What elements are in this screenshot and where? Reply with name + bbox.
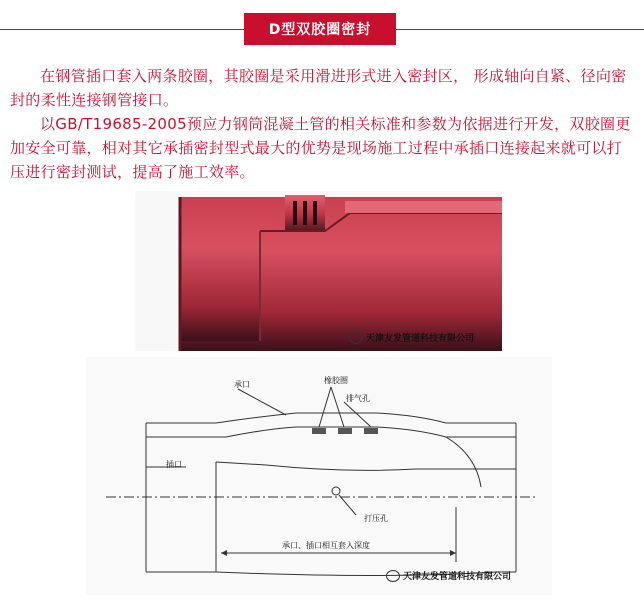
pipe-joint-illustration [135,191,502,351]
cross-section-drawing [86,357,552,595]
joint-cross-section-diagram [86,357,552,595]
label-spigot: 插口 [166,460,182,469]
label-insert-depth: 承口、插口相互套入深度 [282,541,370,550]
diagram-watermark [386,569,511,582]
photo-watermark-text: 天津友发管道科技有限公司 [366,334,475,344]
label-rubber-ring: 橡胶圈 [324,376,348,385]
label-socket: 承口 [234,380,250,389]
paragraph-advantages-text: 以GB/T19685-2005预应力钢筒混凝土管的相关标准和参数为依据进行开发，双胶圈更加安全可靠，相对其它承插密封型式最大的优势是现场施工过程中承插口连接起来就可以打压进行密封测试，提高了施工效率。 [10,115,631,181]
label-vent-hole: 排气孔 [346,394,370,403]
paragraph-advantages [10,112,636,184]
diagram-watermark-text: 天津友发管道科技有限公司 [403,572,512,582]
paragraph-intro-text: 在钢管插口套入两条胶圈，其胶圈是采用滑进形式进入密封区， 形成轴向自紧、径向密封的柔性连接钢管接口。 [10,67,627,109]
wechat-icon [386,570,400,582]
photo-watermark [349,331,474,344]
section-title: D型双胶圈密封 [244,13,396,45]
paragraph-intro [10,64,636,112]
label-pressure-hole: 打压孔 [364,514,388,523]
wechat-icon [349,332,363,344]
pipe-joint-photo [135,191,502,351]
